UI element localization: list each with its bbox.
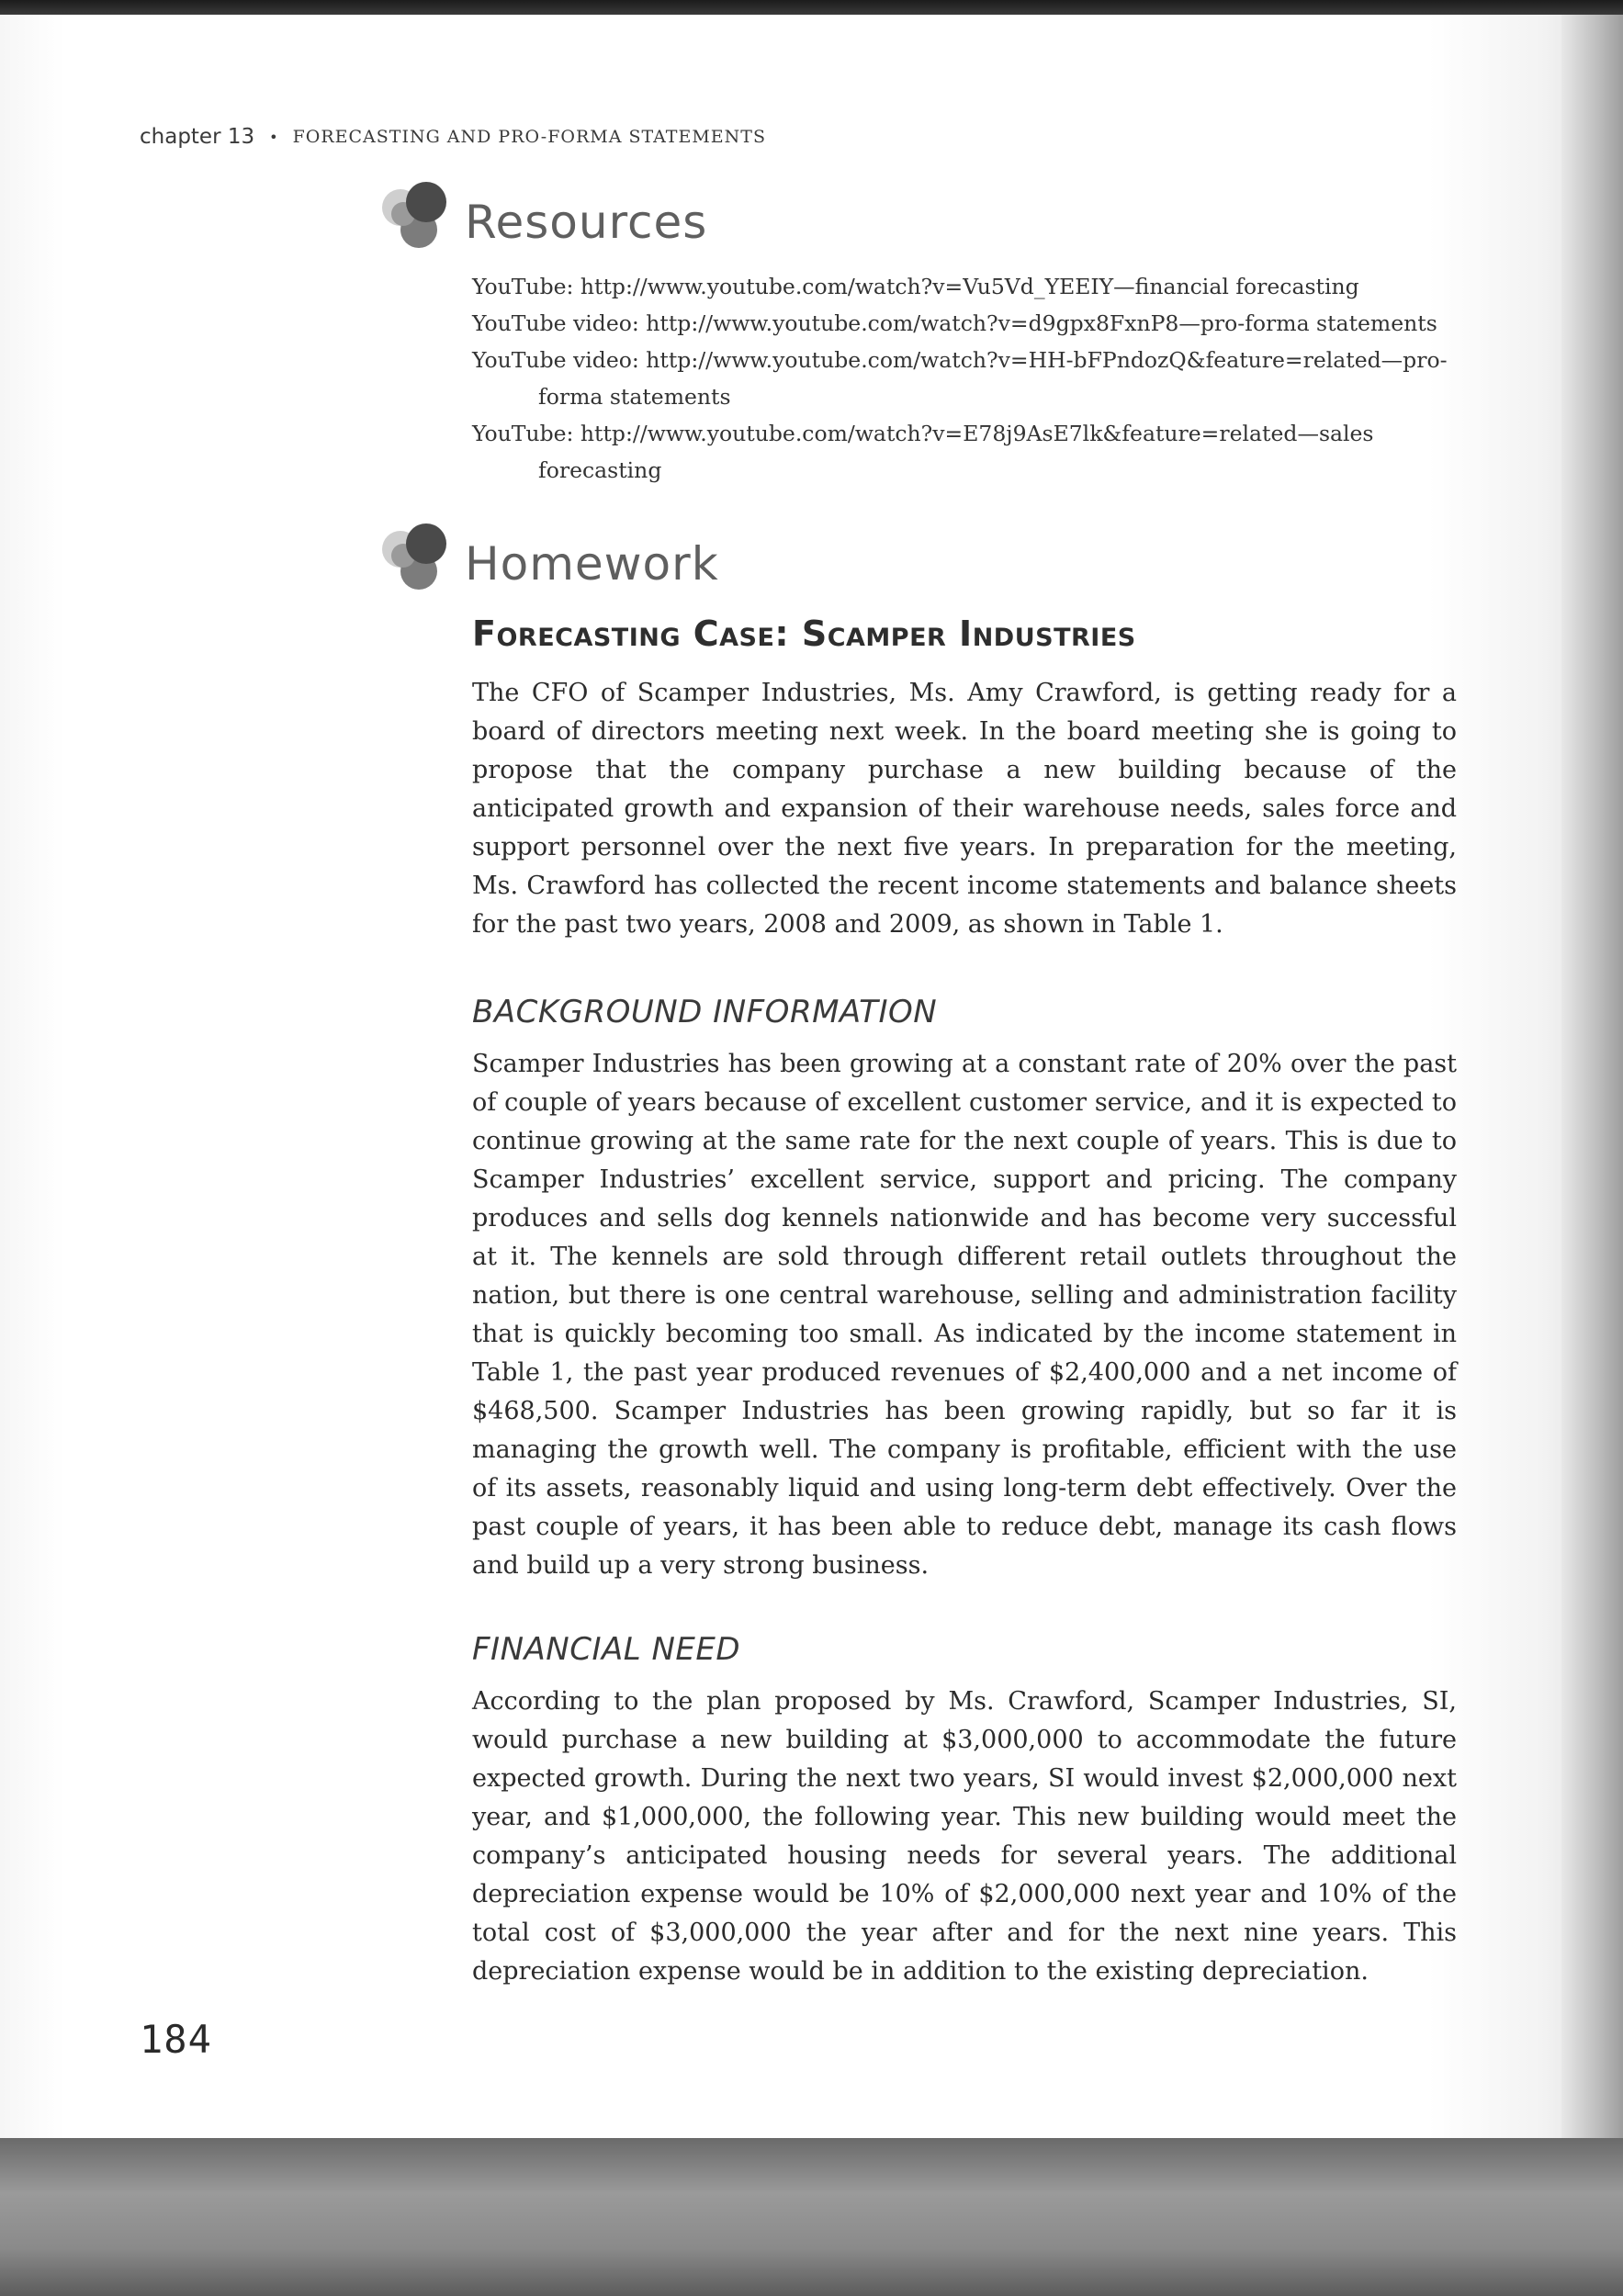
page-number: 184 (140, 2017, 212, 2062)
running-head-chapter: chapter 13 (140, 125, 255, 149)
scan-bottom-edge (0, 2138, 1623, 2296)
homework-heading (378, 522, 719, 606)
circles-icon (378, 522, 463, 606)
running-head-title: FORECASTING AND PRO-FORMA STATEMENTS (292, 127, 766, 147)
resource-item: YouTube: http://www.youtube.com/watch?v=E78j9AsE7lk&feature=related—sales forecasting (472, 421, 1374, 483)
case-title: Forecasting Case: Scamper Industries (472, 613, 1136, 654)
scan-top-edge (0, 0, 1623, 15)
resources-title: Resources (465, 196, 708, 249)
homework-title: Homework (465, 537, 719, 591)
resource-item: YouTube video: http://www.youtube.com/watch?v=d9gpx8FxnP8—pro-forma statements (472, 310, 1437, 336)
circles-icon (378, 180, 463, 264)
resources-heading (378, 180, 707, 264)
background-paragraph: Scamper Industries has been growing at a constant rate of 20% over the past of couple of years because of excellent customer service, and it is expected to continue growing at the same rate for the next couple of years. This is due to Scamper Industries’ excellent service, support and pricing. The company produces and sells dog kennels nationwide and has become very successful at it. The kennels are sold through different retail outlets throughout the nation, but there is one central warehouse, selling and administration facility that is quickly becoming too small. As indicated by the income statement in Table 1, the past year produced revenues of $2,400,000 and a net income of $468,500. Scamper Industries has been growing rapidly, but so far it is managing the growth well. The company is profitable, efficient with the use of its assets, reasonably liquid and using long-term debt effectively. Over the past couple of years, it has been able to reduce debt, manage its cash flows and build up a very strong business. (472, 1050, 1457, 1580)
financial-need-heading: FINANCIAL NEED (472, 1631, 741, 1668)
scan-binding-shadow (1561, 15, 1623, 2138)
background-heading: BACKGROUND INFORMATION (472, 994, 938, 1030)
resource-item: YouTube: http://www.youtube.com/watch?v=Vu5Vd_YEEIY—financial forecasting (472, 274, 1359, 299)
running-head-bullet: • (269, 128, 278, 146)
resources-list (472, 268, 1464, 489)
intro-paragraph: The CFO of Scamper Industries, Ms. Amy Crawford, is getting ready for a board of directors meeting next week. In the board meeting she is going to propose that the company purchase a new building because of the anticipated growth and expansion of their warehouse needs, sales force and support personnel over the next five years. In preparation for the meeting, Ms. Crawford has collected the recent income statements and balance sheets for the past two years, 2008 and 2009, as shown in Table 1. (472, 679, 1457, 939)
running-head (140, 121, 766, 152)
resource-item: YouTube video: http://www.youtube.com/watch?v=HH-bFPndozQ&feature=related—pro-forma statements (472, 347, 1448, 410)
financial-need-paragraph: According to the plan proposed by Ms. Crawford, Scamper Industries, SI, would purchase a new building at $3,000,000 to accommodate the future expected growth. During the next two years, SI would invest $2,000,000 next year, and $1,000,000, the following year. This new building would meet the company’s anticipated housing needs for several years. The additional depreciation expense would be 10% of $2,000,000 next year and 10% of the total cost of $3,000,000 the year after and for the next nine years. This depreciation expense would be in addition to the existing depreciation. (472, 1687, 1457, 1986)
